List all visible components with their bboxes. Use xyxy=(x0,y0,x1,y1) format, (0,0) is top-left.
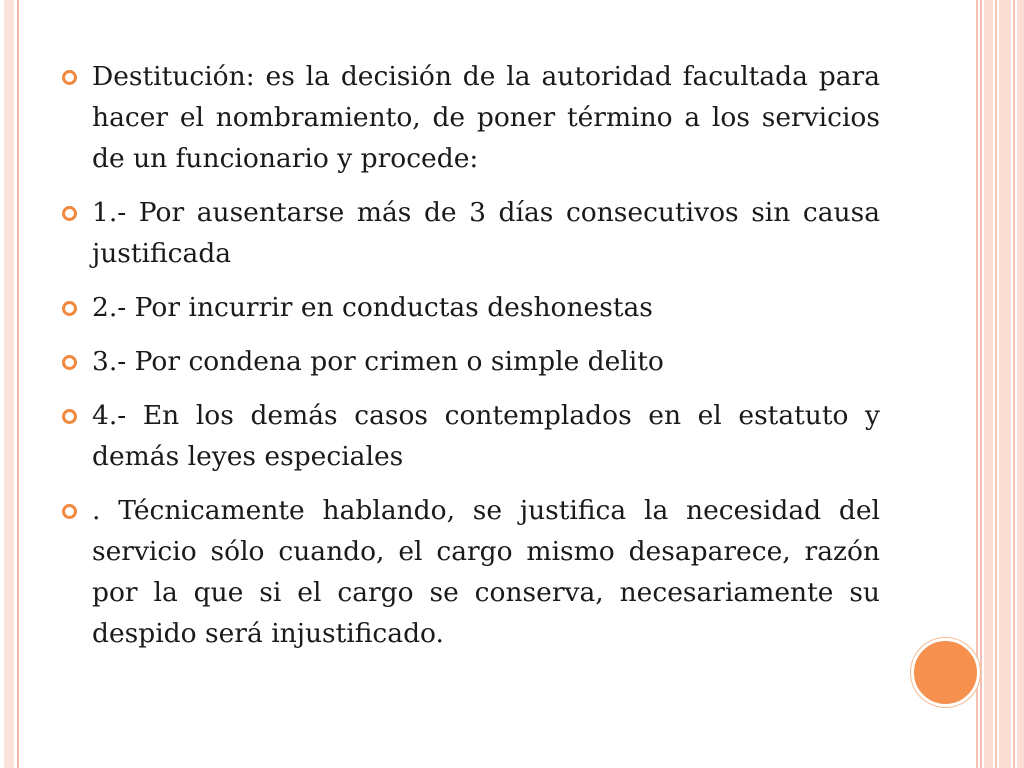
ring-bullet-icon xyxy=(62,355,77,370)
bullet-item-1 xyxy=(62,192,880,274)
bullet-text: Destitución: es la decisión de la autoridad facultada para hacer el nombramiento, de poner término a los servicios de un funcionario y procede: xyxy=(92,61,880,174)
orange-circle-decoration xyxy=(911,638,980,707)
stripe xyxy=(1017,0,1024,768)
bullet-text: 2.- Por incurrir en conductas deshonestas xyxy=(92,292,653,323)
bullet-item-destitucion xyxy=(62,56,880,179)
stripe xyxy=(999,0,1011,768)
ring-bullet-icon xyxy=(62,70,77,85)
bullet-text: 4.- En los demás casos contemplados en el estatuto y demás leyes especiales xyxy=(92,400,880,472)
stripe xyxy=(1013,0,1015,768)
bullet-text: 3.- Por condena por crimen o simple delito xyxy=(92,346,664,377)
bullet-list xyxy=(62,56,880,667)
stripe xyxy=(995,0,997,768)
right-stripes-decoration xyxy=(976,0,1024,768)
bullet-text: 1.- Por ausentarse más de 3 días consecutivos sin causa justificada xyxy=(92,197,880,269)
stripe xyxy=(984,0,993,768)
bullet-item-2 xyxy=(62,287,880,328)
ring-bullet-icon xyxy=(62,301,77,316)
bullet-item-3 xyxy=(62,341,880,382)
stripe xyxy=(976,0,978,768)
ring-bullet-icon xyxy=(62,206,77,221)
left-border-decoration xyxy=(0,0,19,768)
ring-bullet-icon xyxy=(62,409,77,424)
bullet-item-4 xyxy=(62,395,880,477)
bullet-item-tecnicamente xyxy=(62,490,880,654)
stripe xyxy=(980,0,982,768)
ring-bullet-icon xyxy=(62,504,77,519)
bullet-text: . Técnicamente hablando, se justifica la necesidad del servicio sólo cuando, el cargo mismo desaparece, razón por la que si el cargo se conserva, necesariamente su despido será injustificado. xyxy=(92,495,880,649)
